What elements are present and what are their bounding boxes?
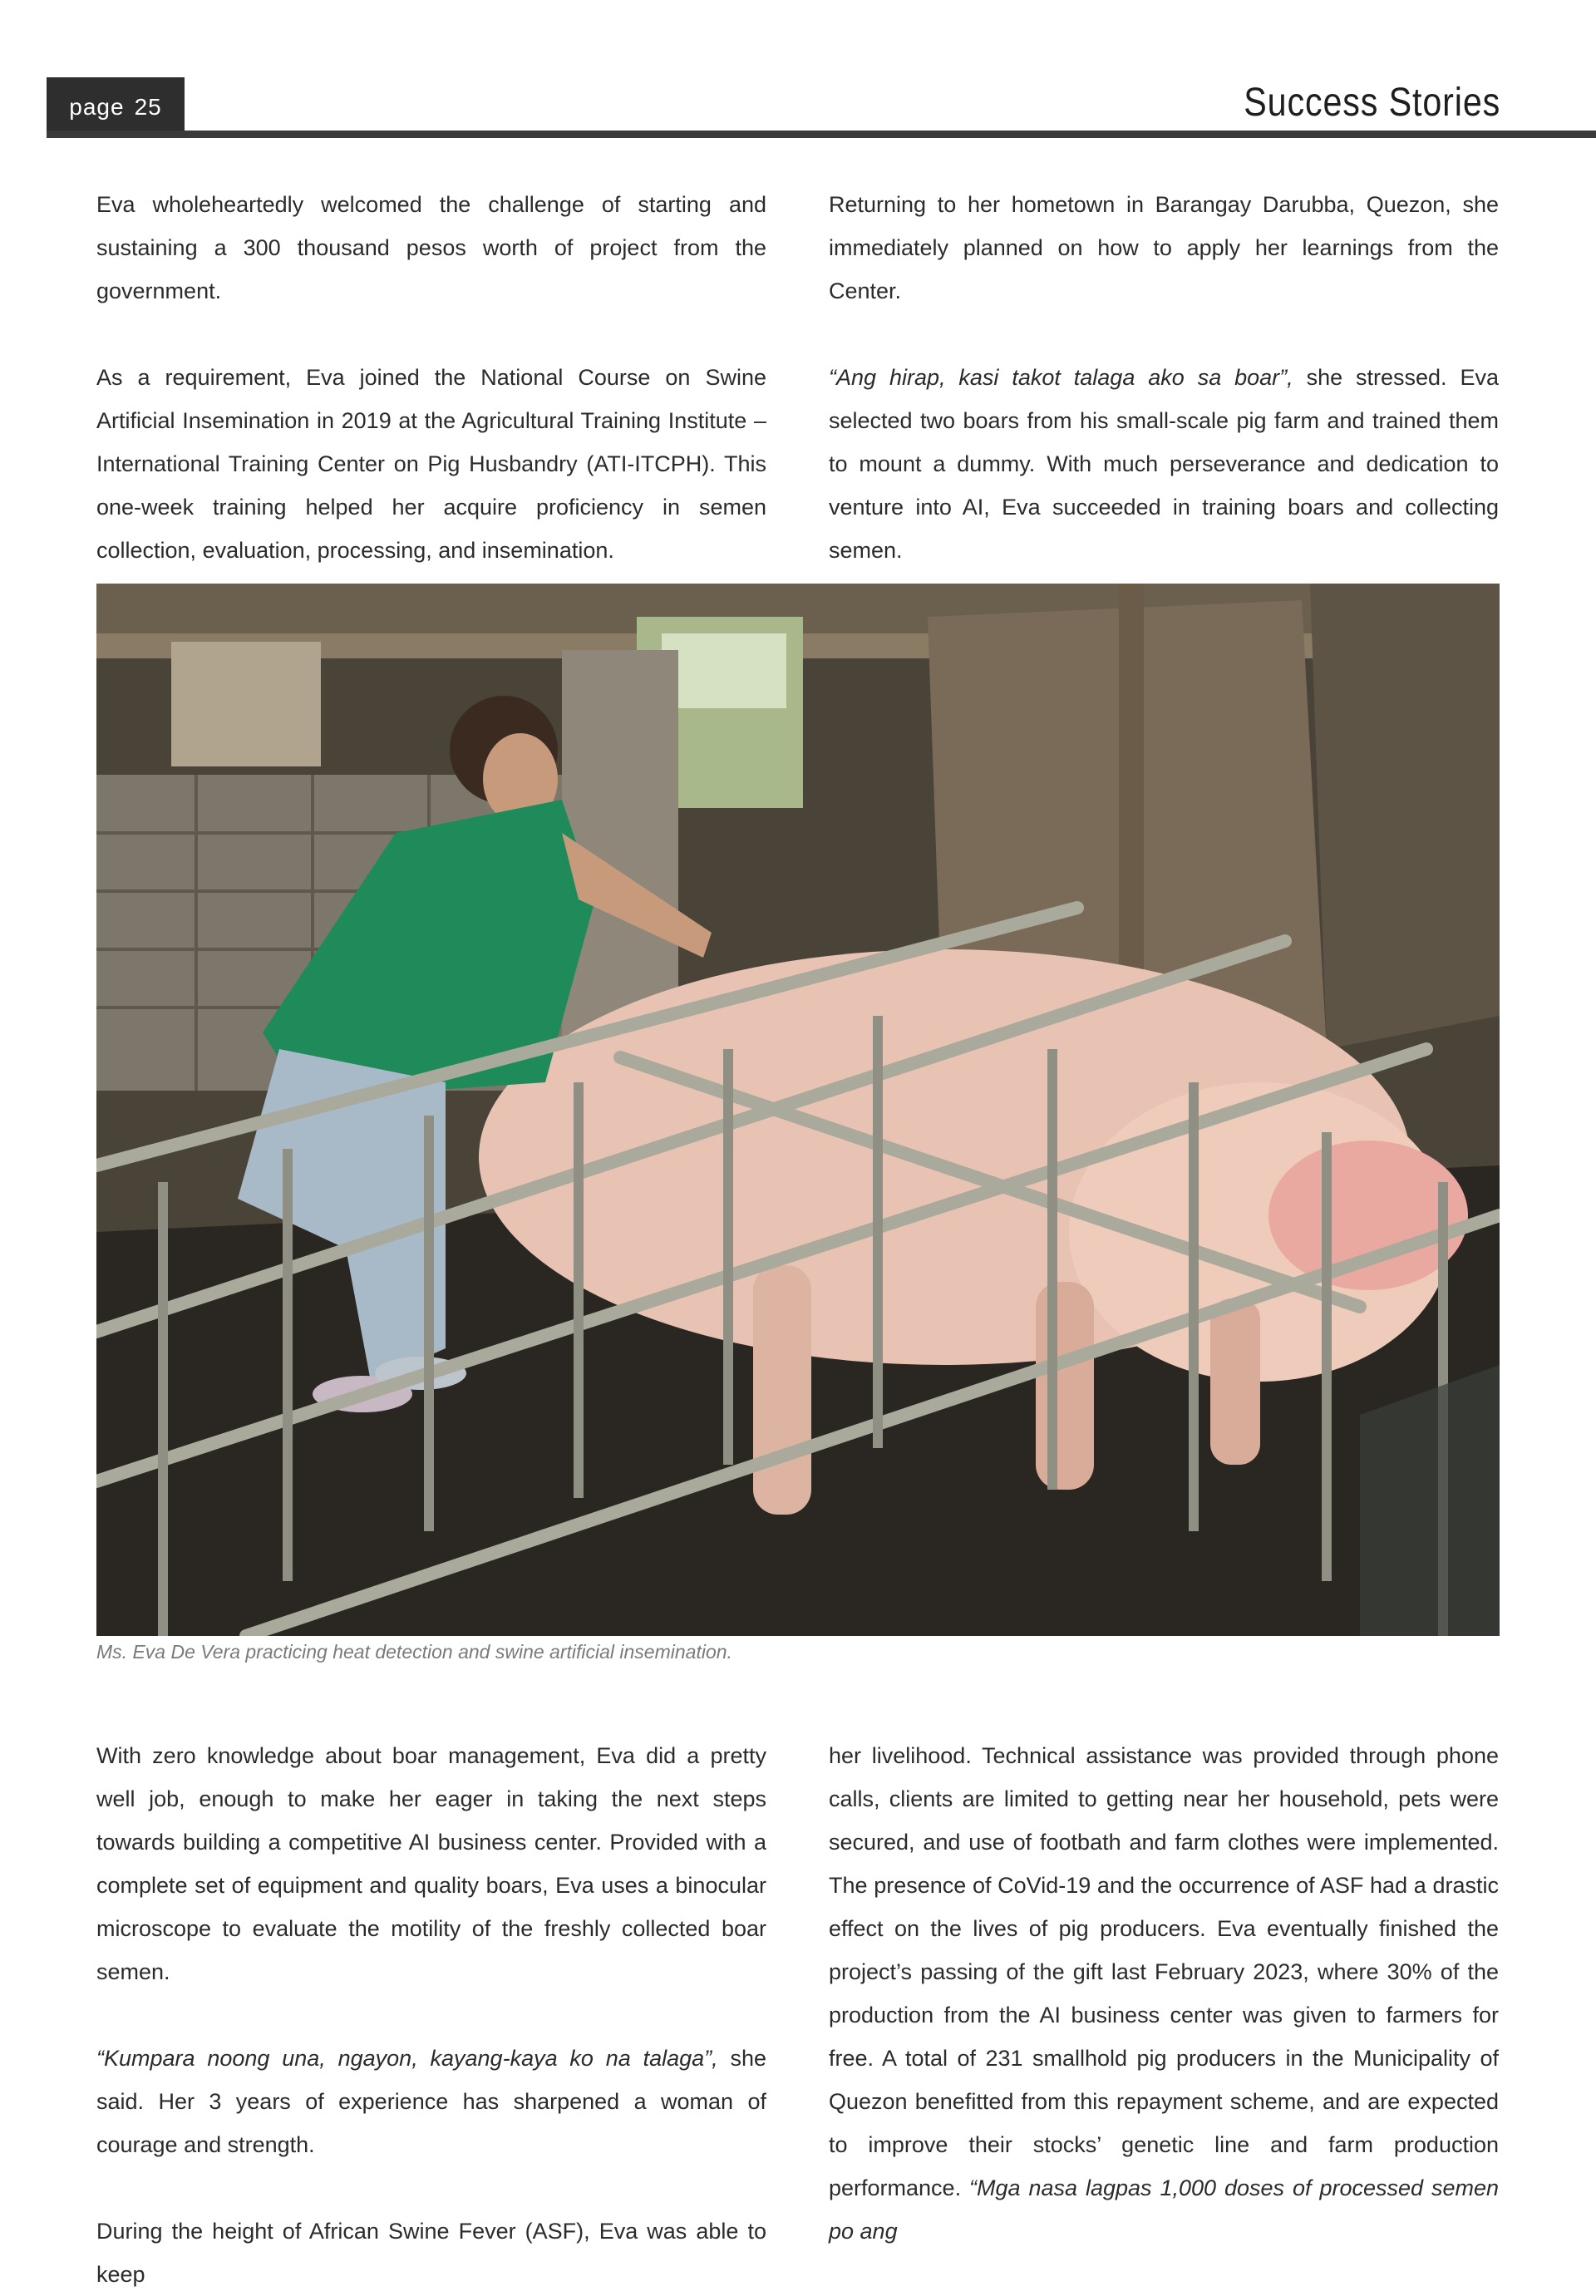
photo-caption: Ms. Eva De Vera practicing heat detection and swine artificial insemination. (96, 1641, 732, 1663)
paragraph (829, 356, 1499, 572)
paragraph-text: she stressed. Eva selected two boars from his small-scale pig farm and trained them to mount a dummy. With much perseverance and dedication to venture into AI, Eva succeeded in training boars and collecting semen. (829, 365, 1499, 563)
photo-eva-de-vera-pig-pen (96, 584, 1500, 1636)
page-label: page (69, 94, 125, 120)
text-column-4 (829, 1734, 1499, 2253)
paragraph: As a requirement, Eva joined the National Course on Swine Artificial Insemination in 2019 at the Agricultural Training Institute – International Training Center on Pig Husbandry (ATI-ITCPH). This one-week training helped her acquire proficiency in semen collection, evaluation, processing, and insemination. (96, 365, 766, 563)
quote: “Ang hirap, kasi takot talaga ako sa boar”, (829, 365, 1293, 390)
text-column-1 (96, 183, 766, 572)
paragraph (96, 2037, 766, 2166)
text-column-3 (96, 1734, 766, 2296)
paragraph (829, 1734, 1499, 2253)
page-number-tab (47, 77, 185, 137)
text-column-2 (829, 183, 1499, 572)
quote: “Kumpara noong una, ngayon, kayang-kaya ko na talaga”, (96, 2046, 718, 2071)
paragraph: Returning to her hometown in Barangay Darubba, Quezon, she immediately planned on how to apply her learnings from the Center. (829, 192, 1499, 303)
page-number: 25 (134, 94, 162, 120)
section-title: Success Stories (1244, 81, 1500, 125)
paragraph: During the height of African Swine Fever (ASF), Eva was able to keep (96, 2219, 766, 2287)
paragraph-text: she said. Her 3 years of experience has sharpened a woman of courage and strength. (96, 2046, 766, 2157)
quote: “Mga nasa lagpas 1,000 doses of processed semen po ang (829, 2175, 1500, 2244)
header-rule (47, 131, 1596, 138)
paragraph-text: her livelihood. Technical assistance was provided through phone calls, clients are limited to getting near her household, pets were secured, and use of footbath and farm clothes were implemented. The presence of CoVid-19 and the occurrence of ASF had a drastic effect on the lives of pig producers. Eva eventually finished the project’s passing of the gift last February 2023, where 30% of the production from the AI business center was given to farmers for free. A total of 231 smallhold pig producers in the Municipality of Quezon benefitted from this repayment scheme, and are expected to improve their stocks’ genetic line and farm production performance. (829, 1743, 1499, 2200)
paragraph: Eva wholeheartedly welcomed the challenge of starting and sustaining a 300 thousand pesos worth of project from the government. (96, 192, 766, 303)
paragraph: With zero knowledge about boar management, Eva did a pretty well job, enough to make her eager in taking the next steps towards building a competitive AI business center. Provided with a complete set of equipment and quality boars, Eva uses a binocular microscope to evaluate the motility of the freshly collected boar semen. (96, 1743, 766, 1984)
